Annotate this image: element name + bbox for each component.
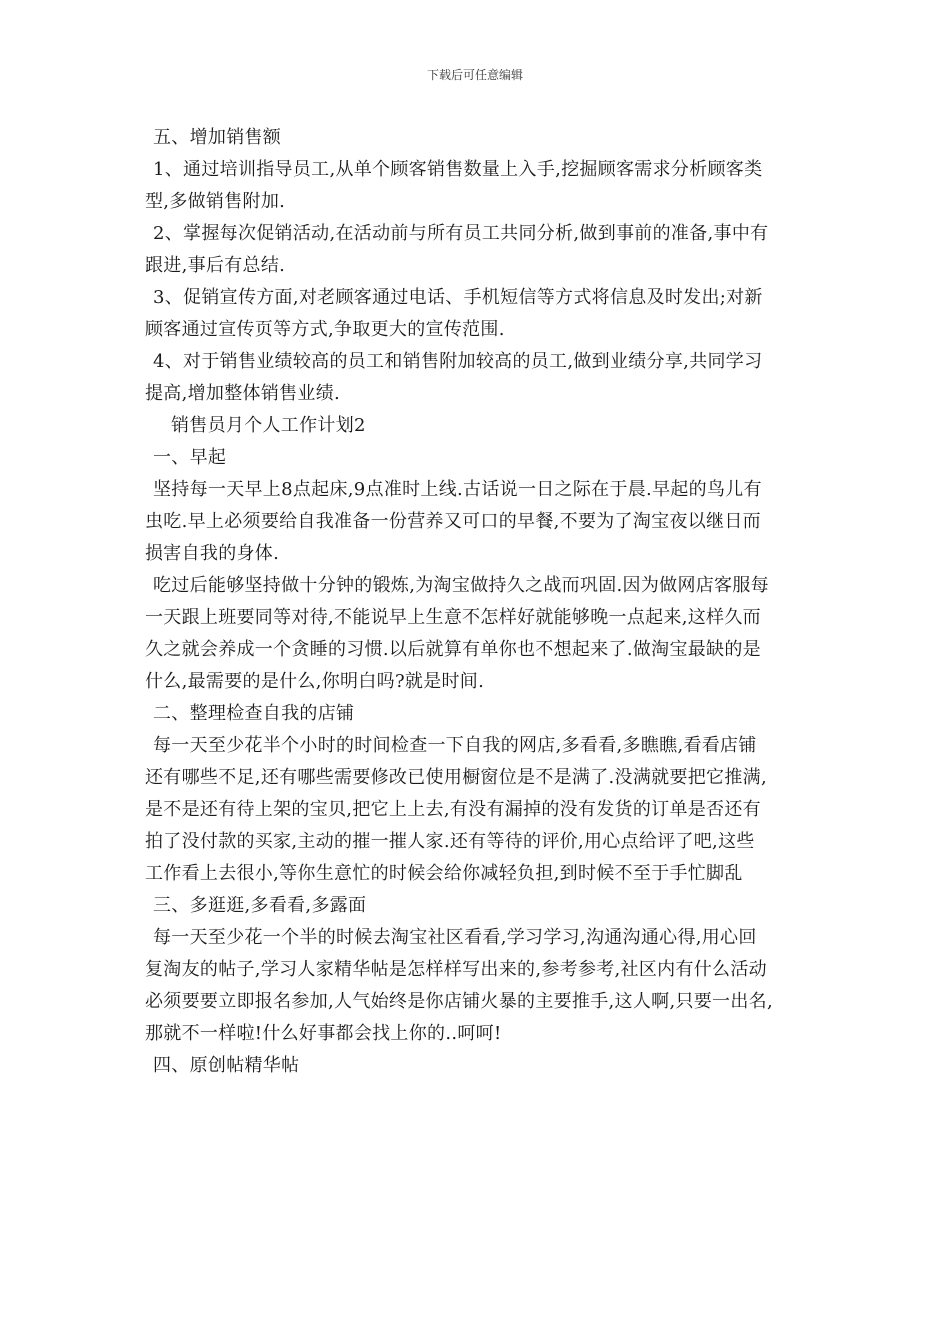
text-line: 顾客通过宣传页等方式,争取更大的宣传范围.: [145, 319, 505, 340]
text-line: 复淘友的帖子,学习人家精华帖是怎样样写出来的,参考参考,社区内有什么活动: [145, 959, 767, 980]
text-line: 吃过后能够坚持做十分钟的锻炼,为淘宝做持久之战而巩固.因为做网店客服每: [153, 575, 769, 596]
text-line: 跟进,事后有总结.: [145, 255, 286, 276]
text-line: 那就不一样啦!什么好事都会找上你的..呵呵!: [145, 1023, 502, 1044]
text-line: 1、通过培训指导员工,从单个顾客销售数量上入手,挖掘顾客需求分析顾客类: [153, 159, 763, 180]
text-line: 什么,最需要的是什么,你明白吗?就是时间.: [145, 671, 485, 692]
text-line: 是不是还有待上架的宝贝,把它上上去,有没有漏掉的没有发货的订单是否还有: [145, 799, 761, 820]
text-line: 还有哪些不足,还有哪些需要修改已使用橱窗位是不是满了.没满就要把它推满,: [145, 767, 767, 788]
text-line: 一、早起: [153, 447, 227, 468]
text-line: 每一天至少花半个小时的时间检查一下自我的网店,多看看,多瞧瞧,看看店铺: [153, 735, 757, 756]
text-line: 每一天至少花一个半的时候去淘宝社区看看,学习学习,沟通沟通心得,用心回: [153, 927, 757, 948]
text-line: 二、整理检查自我的店铺: [153, 703, 355, 724]
text-line: 虫吃.早上必须要给自我准备一份营养又可口的早餐,不要为了淘宝夜以继日而: [145, 511, 761, 532]
text-line: 拍了没付款的买家,主动的摧一摧人家.还有等待的评价,用心点给评了吧,这些: [145, 831, 755, 852]
text-line: 必须要要立即报名参加,人气始终是你店铺火暴的主要推手,这人啊,只要一出名,: [145, 991, 773, 1012]
text-line: 3、促销宣传方面,对老顾客通过电话、手机短信等方式将信息及时发出;对新: [153, 287, 763, 308]
text-line: 4、对于销售业绩较高的员工和销售附加较高的员工,做到业绩分享,共同学习: [153, 351, 763, 372]
text-line: 损害自我的身体.: [145, 543, 280, 564]
text-line: 三、多逛逛,多看看,多露面: [153, 895, 367, 916]
text-line: 工作看上去很小,等你生意忙的时候会给你减轻负担,到时候不至于手忙脚乱: [145, 863, 743, 884]
text-line: 五、增加销售额: [153, 127, 282, 148]
text-line: 坚持每一天早上8点起床,9点准时上线.古话说一日之际在于晨.早起的鸟儿有: [153, 479, 762, 500]
text-line: 提高,增加整体销售业绩.: [145, 383, 341, 404]
page-header-note: 下载后可任意编辑: [426, 68, 523, 82]
text-line: 2、掌握每次促销活动,在活动前与所有员工共同分析,做到事前的准备,事中有: [153, 223, 769, 244]
text-line: 一天跟上班要同等对待,不能说早上生意不怎样好就能够晚一点起来,这样久而: [145, 607, 761, 628]
text-line: 久之就会养成一个贪睡的习惯.以后就算有单你也不想起来了.做淘宝最缺的是: [145, 639, 761, 660]
text-line: 四、原创帖精华帖: [153, 1055, 300, 1076]
text-line: 销售员月个人工作计划2: [171, 415, 366, 436]
text-line: 型,多做销售附加.: [145, 191, 286, 212]
document-body: [145, 122, 825, 1082]
